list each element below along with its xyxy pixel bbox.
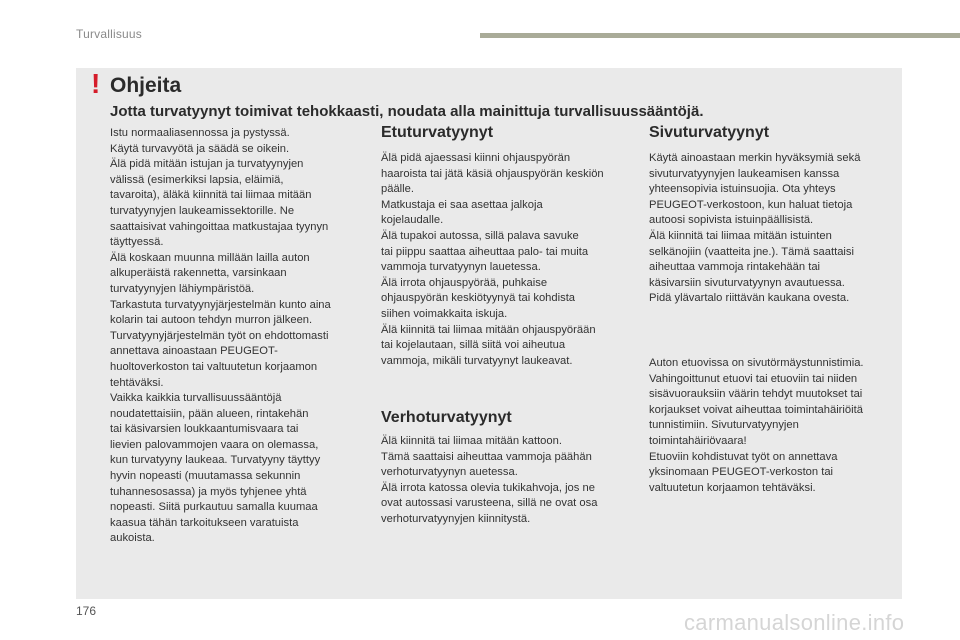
side-airbags-heading: Sivuturvatyynyt	[649, 124, 770, 141]
panel-title: Ohjeita	[110, 74, 182, 97]
side-airbags-text: Käytä ainoastaan merkin hyväksymiä sekä sivuturvatyynyjen laukeamisen kanssa yhteensopivia istuinsuojia. Ota yhteys PEUGEOT-verkostoon, kun haluat tietoja autoosi sopivista istuinpäällisistä. Älä kiinnitä tai liimaa mitään istuinten selkänojiin (vaatteita jne.). Tämä saattaisi aiheuttaa vammoja rintakehään tai käsivarsiin sivuturvatyynyn avautuessa. Pidä ylävartalo riittävän kaukana ovesta.	[649, 152, 861, 305]
front-airbags-text: Älä pidä ajaessasi kiinni ohjauspyörän haaroista tai jätä käsiä ohjauspyörän keskiön päälle. Matkustaja ei saa asettaa jalkoja kojelaudalle. Älä tupakoi autossa, sillä palava savuke tai piippu saattaa aiheuttaa palo- tai muita vammoja turvatyynyn lauetessa. Älä irrota ohjauspyörää, puhkaise ohjauspyörän keskiötyynyä tai kohdista siihen voimakkaita iskuja. Älä kiinnitä tai liimaa mitään ohjauspyörään tai kojelautaan, sillä siitä voi aiheutua vammoja, mikäli turvatyynyt laukeavat.	[381, 152, 604, 367]
side-impact-sensors-text: Auton etuovissa on sivutörmäystunnistimia. Vahingoittunut etuovi tai etuoviin tai niiden sisävuorauksiin väärin tehdyt muutokset tai korjaukset voivat aiheuttaa toimintahäiriöitä tunnistimiin. Sivuturvatyynyjen toimintahäiriövaara! Etuoviin kohdistuvat työt on annettava yksinomaan PEUGEOT-verkoston tai valtuutetun korjaamon tehtäväksi.	[649, 357, 864, 494]
panel-subtitle: Jotta turvatyynyt toimivat tehokkaasti, noudata alla mainittuja turvallisuussääntöjä.	[110, 103, 704, 120]
curtain-airbags-heading: Verhoturvatyynyt	[381, 409, 512, 426]
general-instructions-text: Istu normaaliasennossa ja pystyssä. Käytä turvavyötä ja säädä se oikein. Älä pidä mitään istujan ja turvatyynyjen välissä (esimerkiksi lapsia, eläimiä, tavaroita), äläkä kiinnitä tai liimaa mitään turvatyynyjen laukeamissektorille. Ne saattaisivat vahingoittaa matkustajaa tyynyn täyttyessä. Älä koskaan muunna millään lailla auton alkuperäistä rakennetta, varsinkaan turvatyynyjen lähiympäristöä. Tarkastuta turvatyynyjärjestelmän kunto aina kolarin tai autoon tehdyn murron jälkeen. Turvatyynyjärjestelmän työt on ehdottomasti annettava ainoastaan PEUGEOT- huoltoverkoston tai valtuutetun korjaamon tehtäväksi. Vaikka kaikkia turvallisuussääntöjä noudatettaisiin, pään alueen, rintakehän tai käsivarsien loukkaantumisvaara tai lievien palovammojen vaara on olemassa, kun turvatyyny laukeaa. Turvatyyny täyttyy hyvin nopeasti (muutamassa sekunnin tuhannesosassa) ja myös tyhjenee yhtä nopeasti. Siitä purkautuu samalla kuumaa kaasua tähän tarkoitukseen varatuista aukoista.	[110, 127, 331, 545]
exclamation-icon: !	[91, 68, 101, 99]
header-divider-bar	[480, 33, 960, 38]
page-number: 176	[76, 604, 97, 618]
curtain-airbags-text: Älä kiinnitä tai liimaa mitään kattoon. Tämä saattaisi aiheuttaa vammoja päähän verhoturvatyynyn auetessa. Älä irrota katossa olevia tukikahvoja, jos ne ovat autossasi varusteena, sillä ne ovat osa verhoturvatyynyjen kiinnitystä.	[381, 435, 598, 525]
section-label: Turvallisuus	[76, 27, 142, 41]
watermark: carmanualsonline.info	[684, 610, 905, 635]
front-airbags-heading: Etuturvatyynyt	[381, 124, 494, 141]
